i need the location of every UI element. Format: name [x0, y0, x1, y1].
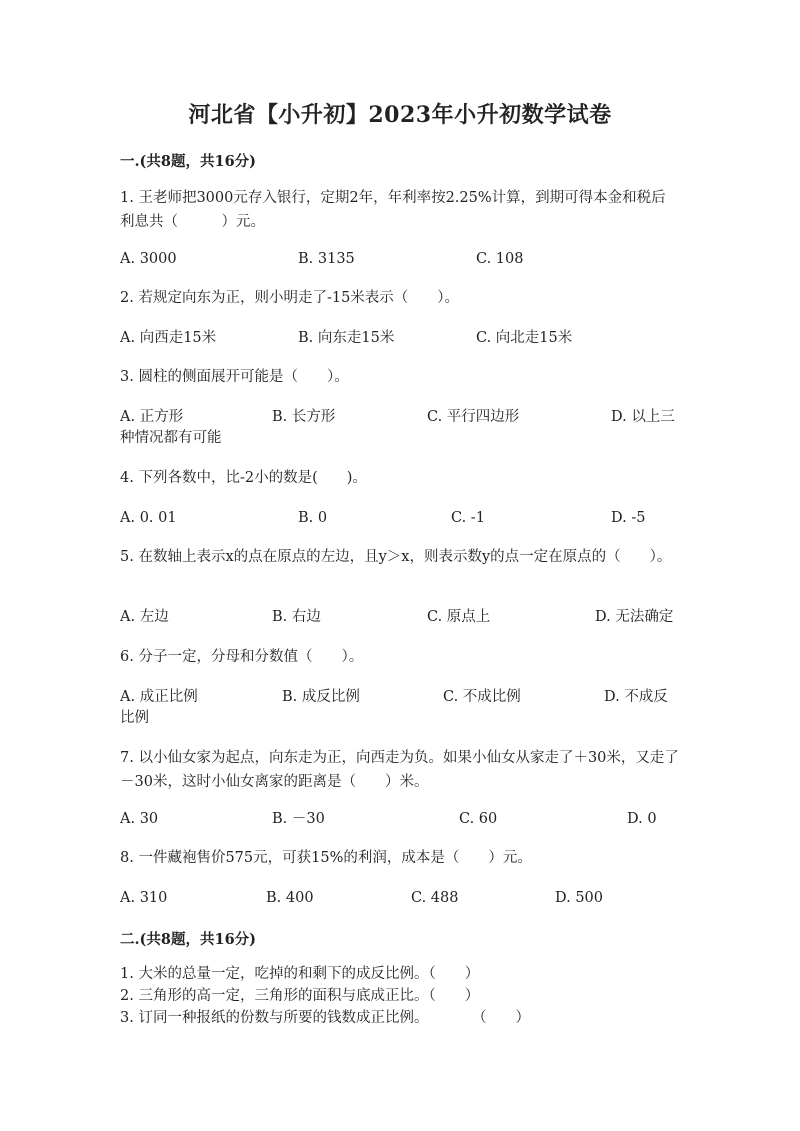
- q3-option-b: B. 长方形: [272, 409, 336, 425]
- q3-option-d-continued: 种情况都有可能: [120, 430, 222, 446]
- q7-option-d: D. 0: [627, 811, 657, 827]
- q4-option-d: D. -5: [611, 510, 646, 526]
- q6-option-d-continued: 比例: [120, 710, 149, 726]
- judgement-item-2: 2. 三角形的高一定，三角形的面积与底成正比。（ ）: [120, 988, 480, 1004]
- q4-option-a: A. 0. 01: [120, 510, 177, 526]
- question-6-stem: 6. 分子一定，分母和分数值（ ）。: [120, 649, 364, 665]
- q5-option-d: D. 无法确定: [595, 609, 674, 625]
- q4-option-b: B. 0: [298, 510, 328, 526]
- q7-option-c: C. 60: [459, 811, 498, 827]
- judgement-item-3: 3. 订同一种报纸的份数与所要的钱数成正比例。 （ ）: [120, 1010, 530, 1026]
- q1-option-b: B. 3135: [298, 251, 355, 267]
- q1-option-c: C. 108: [476, 251, 524, 267]
- q8-option-d: D. 500: [555, 890, 604, 906]
- q2-option-c: C. 向北走15米: [476, 330, 573, 346]
- question-8-stem: 8. 一件藏袍售价575元，可获15%的利润，成本是（ ）元。: [120, 850, 532, 866]
- question-4-stem: 4. 下列各数中，比-2小的数是( )。: [120, 470, 367, 486]
- q8-option-a: A. 310: [120, 890, 168, 906]
- q7-option-a: A. 30: [120, 811, 159, 827]
- q6-option-c: C. 不成比例: [443, 689, 521, 705]
- q7-option-b: B. －30: [272, 811, 325, 827]
- question-5-stem: 5. 在数轴上表示x的点在原点的左边，且y＞x，则表示数y的点一定在原点的（ ）。: [120, 549, 672, 565]
- q6-option-d: D. 不成反: [604, 689, 668, 705]
- question-2-stem: 2. 若规定向东为正，则小明走了-15米表示（ ）。: [120, 290, 460, 306]
- question-7-stem: 7. 以小仙女家为起点，向东走为正，向西走为负。如果小仙女从家走了＋30米，又走了－30米，这时小仙女离家的距离是（ ）米。: [120, 750, 679, 790]
- q5-option-a: A. 左边: [120, 609, 169, 625]
- judgement-item-1: 1. 大米的总量一定，吃掉的和剩下的成反比例。（ ）: [120, 966, 480, 982]
- exam-title: 河北省【小升初】2023年小升初数学试卷: [188, 102, 612, 128]
- q2-option-a: A. 向西走15米: [120, 330, 217, 346]
- question-1-stem: 1. 王老师把3000元存入银行，定期2年，年利率按2.25%计算，到期可得本金和税后利息共（ ）元。: [120, 190, 666, 230]
- q8-option-b: B. 400: [266, 890, 314, 906]
- question-3-stem: 3. 圆柱的侧面展开可能是（ ）。: [120, 369, 349, 385]
- section-2-heading: 二.(共8题，共16分): [120, 931, 257, 948]
- q3-option-d: D. 以上三: [611, 409, 675, 425]
- q5-option-b: B. 右边: [272, 609, 321, 625]
- q6-option-b: B. 成反比例: [282, 689, 360, 705]
- section-1-heading: 一.(共8题，共16分): [120, 153, 257, 170]
- q8-option-c: C. 488: [411, 890, 459, 906]
- q4-option-c: C. -1: [451, 510, 485, 526]
- q1-option-a: A. 3000: [120, 251, 177, 267]
- q3-option-c: C. 平行四边形: [427, 409, 520, 425]
- q2-option-b: B. 向东走15米: [298, 330, 395, 346]
- q5-option-c: C. 原点上: [427, 609, 491, 625]
- q3-option-a: A. 正方形: [120, 409, 184, 425]
- q6-option-a: A. 成正比例: [120, 689, 198, 705]
